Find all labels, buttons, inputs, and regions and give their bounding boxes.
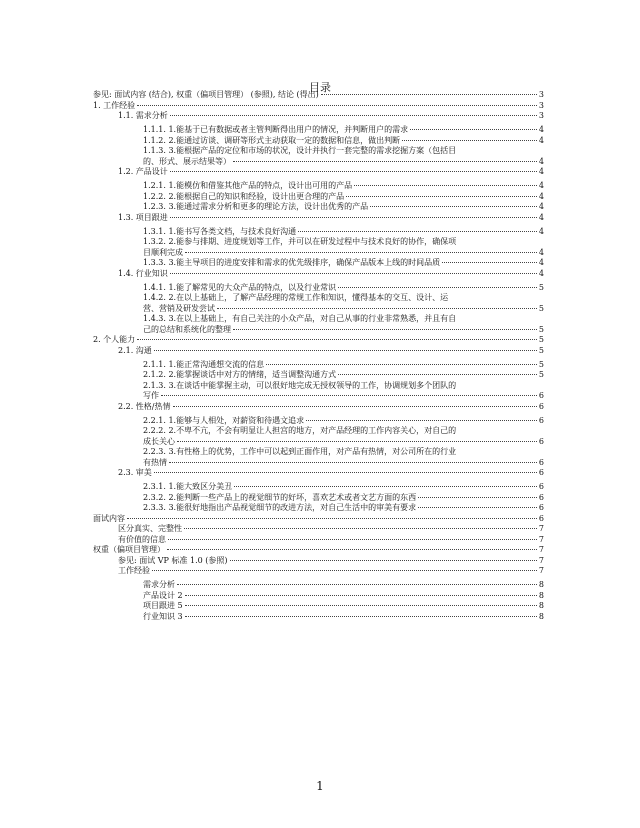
dot-leader — [170, 115, 537, 116]
toc-page-number: 5 — [538, 282, 544, 292]
toc-entry[interactable] — [93, 335, 544, 346]
dot-leader — [233, 161, 537, 162]
toc-entry-text: 行业知识 3 — [143, 611, 183, 621]
toc-page-number: 5 — [538, 335, 544, 344]
dot-leader — [154, 350, 537, 351]
toc-entry-text: 2.2. 性格/热情 — [118, 401, 171, 411]
toc-entry[interactable] — [93, 566, 544, 577]
dot-leader — [154, 472, 537, 473]
toc-page-number: 4 — [538, 191, 544, 201]
toc-entry-text: 2.1.3. 3.在谈话中能掌握主动，可以很好地完成无授权领导的工作，协调规划多个团队的 — [143, 380, 457, 390]
toc-entry[interactable] — [93, 293, 544, 314]
toc-entry[interactable] — [93, 612, 544, 623]
dot-leader — [168, 539, 537, 540]
toc-entry[interactable] — [93, 167, 544, 178]
toc-entry-text-cont: 己的总结和系统化的整理 — [143, 324, 231, 334]
toc-page-number: 5 — [538, 324, 544, 334]
dot-leader — [418, 507, 537, 508]
toc-entry-text: 1.2.1. 1.能模仿和借鉴其他产品的特点，设计出可用的产品 — [143, 181, 353, 190]
toc-page-number: 6 — [538, 468, 544, 477]
dot-leader — [169, 462, 537, 463]
toc-page-number: 4 — [538, 181, 544, 190]
dot-leader — [230, 560, 537, 561]
toc-entry-text: 1.4.2. 2.在以上基础上，了解产品经理的常规工作和知识，懂得基本的交互、设计、运 — [143, 293, 449, 302]
toc-entry-text: 权重（偏项目管理） — [93, 545, 165, 554]
toc-entry[interactable] — [93, 524, 544, 535]
toc-entry-text: 2.3.3. 3.能很好地指出产品视觉细节的改进方法，对自己生活中的审美有要求 — [143, 503, 417, 512]
toc-entry[interactable] — [93, 535, 544, 546]
toc-entry-text: 1.1. 需求分析 — [118, 111, 168, 120]
dot-leader — [161, 395, 537, 396]
dot-leader — [170, 171, 537, 172]
dot-leader — [442, 262, 537, 263]
toc-page-number: 7 — [538, 534, 544, 544]
toc-title: 目录 — [309, 81, 331, 94]
toc-entry-text-cont: 营、营销及研发尝试 — [143, 303, 215, 313]
toc-entry-text: 需求分析 — [143, 580, 175, 589]
toc-entry-text-cont: 的、形式、展示结果等） — [143, 156, 231, 166]
toc-page-number: 8 — [538, 580, 544, 589]
dot-leader — [137, 105, 537, 106]
toc-page-number: 6 — [538, 415, 544, 425]
toc-entry-text: 1.1.2. 2.能通过访谈、调研等形式主动获取一定的数据和信息，做出判断 — [143, 135, 401, 145]
toc-entry-text: 1.4.1. 1.能了解常见的大众产品的特点，以及行业常识 — [143, 282, 337, 292]
dot-leader — [173, 406, 537, 407]
toc-page-number: 4 — [538, 125, 544, 134]
toc-entry-text: 1.3.1. 1.能书写各类文档，与技术良好沟通 — [143, 226, 297, 236]
toc-page-number: 7 — [538, 545, 544, 554]
dot-leader — [266, 364, 537, 365]
toc-entry[interactable] — [93, 90, 544, 101]
toc-entry-text: 参见: 面试内容 (结合), 权重（偏项目管理） (参照), 结论 (得出) — [93, 90, 319, 99]
toc-entry-text: 工作经验 — [118, 566, 150, 575]
toc-entry-text: 1.3.3. 3.能主导项目的进度安排和需求的优先级排序，确保产品版本上线的时间品质 — [143, 258, 441, 267]
toc-entry-text: 1.3.2. 2.能参与排期、进度规划等工作，并可以在研发过程中与技术良好的协作，确保项 — [143, 237, 457, 246]
toc-entry-text: 2.1. 沟通 — [118, 345, 152, 355]
toc-page-number: 3 — [538, 100, 544, 110]
dot-leader — [177, 584, 537, 585]
toc-page-number: 6 — [538, 457, 544, 467]
toc-entry[interactable] — [93, 213, 544, 224]
toc-entry-text: 2. 个人能力 — [93, 335, 136, 344]
toc-entry-text: 1.4. 行业知识 — [118, 268, 168, 278]
toc-page-number: 3 — [538, 90, 544, 99]
dot-leader — [234, 486, 537, 487]
dot-leader — [177, 441, 537, 442]
toc-entry-text: 2.3.2. 2.能判断一些产品上的视觉细节的好坏，喜欢艺术或者文艺方面的东西 — [143, 492, 417, 502]
toc-page-number: 6 — [538, 513, 544, 523]
toc-entry[interactable] — [93, 556, 544, 567]
toc-entry-text: 面试内容 — [93, 513, 125, 523]
toc-page-number: 5 — [538, 370, 544, 379]
toc-entry-text: 产品设计 2 — [143, 590, 183, 600]
table-of-contents — [93, 90, 544, 622]
dot-leader — [402, 140, 537, 141]
toc-entry[interactable] — [93, 601, 544, 612]
toc-page-number: 8 — [538, 590, 544, 600]
dot-leader — [233, 329, 537, 330]
toc-page-number: 5 — [538, 345, 544, 355]
toc-entry-text: 1.4.3. 3.在以上基础上，有自己关注的小众产品，对自己从事的行业非常熟悉，并且有自 — [143, 314, 457, 323]
toc-page-number: 4 — [538, 258, 544, 267]
toc-entry[interactable] — [93, 146, 544, 167]
toc-page-number: 7 — [538, 566, 544, 575]
toc-entry-text: 1.1.1. 1.能基于已有数据或者主管判断得出用户的情况，并判断用户的需求 — [143, 125, 409, 134]
toc-page-number: 4 — [538, 226, 544, 236]
toc-entry[interactable] — [93, 580, 544, 591]
dot-leader — [370, 206, 537, 207]
toc-entry[interactable] — [93, 258, 544, 269]
toc-entry[interactable] — [93, 514, 544, 525]
dot-leader — [306, 420, 537, 421]
toc-entry[interactable] — [93, 192, 544, 203]
toc-entry[interactable] — [93, 503, 544, 514]
toc-entry-text: 1.1.3. 3.能根据产品的定位和市场的状况，设计并执行一套完整的需求挖掘方案（包括目 — [143, 146, 457, 155]
toc-entry[interactable] — [93, 381, 544, 402]
toc-entry[interactable] — [93, 111, 544, 122]
toc-entry-text: 项目跟进 5 — [143, 601, 183, 610]
dot-leader — [170, 217, 537, 218]
toc-page-number: 4 — [538, 212, 544, 222]
dot-leader — [410, 129, 537, 130]
toc-entry-text: 2.1.2. 2.能掌握谈话中对方的情绪，适当调整沟通方式 — [143, 370, 337, 379]
toc-entry[interactable] — [93, 136, 544, 147]
toc-entry[interactable] — [93, 125, 544, 136]
dot-leader — [137, 339, 537, 340]
dot-leader — [185, 595, 537, 596]
dot-leader — [346, 196, 537, 197]
toc-entry-text: 参见: 面试 VP 标准 1.0 (参照) — [118, 555, 228, 565]
dot-leader — [167, 549, 537, 550]
dot-leader — [184, 528, 537, 529]
toc-entry-text: 1.2.3. 3.能通过需求分析和更多的理论方法，设计出优秀的产品 — [143, 202, 369, 211]
toc-entry-text: 2.1.1. 1.能正常沟通想交流的信息 — [143, 359, 265, 369]
toc-entry[interactable] — [93, 227, 544, 238]
toc-entry-text: 1.3. 项目跟进 — [118, 212, 168, 222]
toc-entry-text: 区分真实、完整性 — [118, 524, 182, 533]
page-number: 1 — [316, 779, 324, 793]
toc-entry[interactable] — [93, 346, 544, 357]
dot-leader — [185, 605, 537, 606]
toc-page-number: 5 — [538, 303, 544, 313]
toc-entry[interactable] — [93, 181, 544, 192]
toc-entry-text: 有价值的信息 — [118, 534, 166, 544]
dot-leader — [152, 570, 537, 571]
toc-page-number: 7 — [538, 555, 544, 565]
toc-entry-text-cont: 目顺利完成 — [143, 247, 183, 257]
toc-page-number: 4 — [538, 135, 544, 145]
dot-leader — [170, 273, 537, 274]
toc-entry[interactable] — [93, 447, 544, 468]
toc-entry[interactable] — [93, 314, 544, 335]
dot-leader — [185, 616, 537, 617]
toc-entry[interactable] — [93, 283, 544, 294]
dot-leader — [354, 185, 537, 186]
toc-entry[interactable] — [93, 545, 544, 556]
dot-leader — [217, 308, 537, 309]
toc-page-number: 4 — [538, 247, 544, 257]
toc-page-number: 4 — [538, 202, 544, 211]
toc-page-number: 3 — [538, 111, 544, 120]
toc-entry[interactable] — [93, 426, 544, 447]
toc-entry-text-cont: 写作 — [143, 391, 159, 400]
dot-leader — [338, 374, 537, 375]
toc-page-number: 6 — [538, 401, 544, 411]
toc-entry[interactable] — [93, 237, 544, 258]
toc-page-number: 4 — [538, 268, 544, 278]
toc-page-number: 8 — [538, 611, 544, 621]
toc-page-number: 6 — [538, 503, 544, 512]
dot-leader — [321, 94, 537, 95]
toc-entry-text: 2.2.1. 1.能够与人相处，对薪资和待遇文追求 — [143, 415, 305, 425]
toc-page-number: 4 — [538, 156, 544, 166]
dot-leader — [418, 497, 537, 498]
toc-page-number: 6 — [538, 492, 544, 502]
toc-entry[interactable] — [93, 101, 544, 112]
toc-page-number: 4 — [538, 167, 544, 176]
toc-entry-text-cont: 成长关心 — [143, 436, 175, 446]
toc-page-number: 6 — [538, 391, 544, 400]
toc-entry[interactable] — [93, 468, 544, 479]
toc-entry-text-cont: 有热情 — [143, 457, 167, 467]
toc-entry[interactable] — [93, 591, 544, 602]
dot-leader — [127, 518, 537, 519]
toc-entry[interactable] — [93, 202, 544, 213]
toc-entry-text: 1.2.2. 2.能根据自己的知识和经验，设计出更合理的产品 — [143, 191, 345, 201]
toc-entry[interactable] — [93, 360, 544, 371]
toc-page-number: 6 — [538, 482, 544, 491]
toc-entry[interactable] — [93, 482, 544, 493]
toc-page-number: 8 — [538, 601, 544, 610]
toc-entry[interactable] — [93, 269, 544, 280]
toc-entry-text: 2.3. 审美 — [118, 468, 152, 477]
dot-leader — [338, 287, 537, 288]
toc-page-number: 7 — [538, 524, 544, 533]
toc-entry-text: 2.2.3. 3.有性格上的优势，工作中可以起到正面作用，对产品有热情，对公司所在的行业 — [143, 447, 457, 456]
toc-entry-text: 1. 工作经验 — [93, 100, 136, 110]
toc-entry-text: 2.3.1. 1.能大致区分美丑 — [143, 482, 233, 491]
toc-entry[interactable] — [93, 402, 544, 413]
toc-entry-text: 2.2.2. 2.不卑不亢，不会有明显让人担宫的地方，对产品经理的工作内容关心，对自己的 — [143, 426, 457, 435]
dot-leader — [185, 252, 537, 253]
toc-entry[interactable] — [93, 493, 544, 504]
dot-leader — [298, 231, 537, 232]
toc-page-number: 5 — [538, 359, 544, 369]
toc-entry[interactable] — [93, 416, 544, 427]
toc-entry[interactable] — [93, 370, 544, 381]
toc-entry-text: 1.2. 产品设计 — [118, 167, 168, 176]
toc-page-number: 6 — [538, 436, 544, 446]
